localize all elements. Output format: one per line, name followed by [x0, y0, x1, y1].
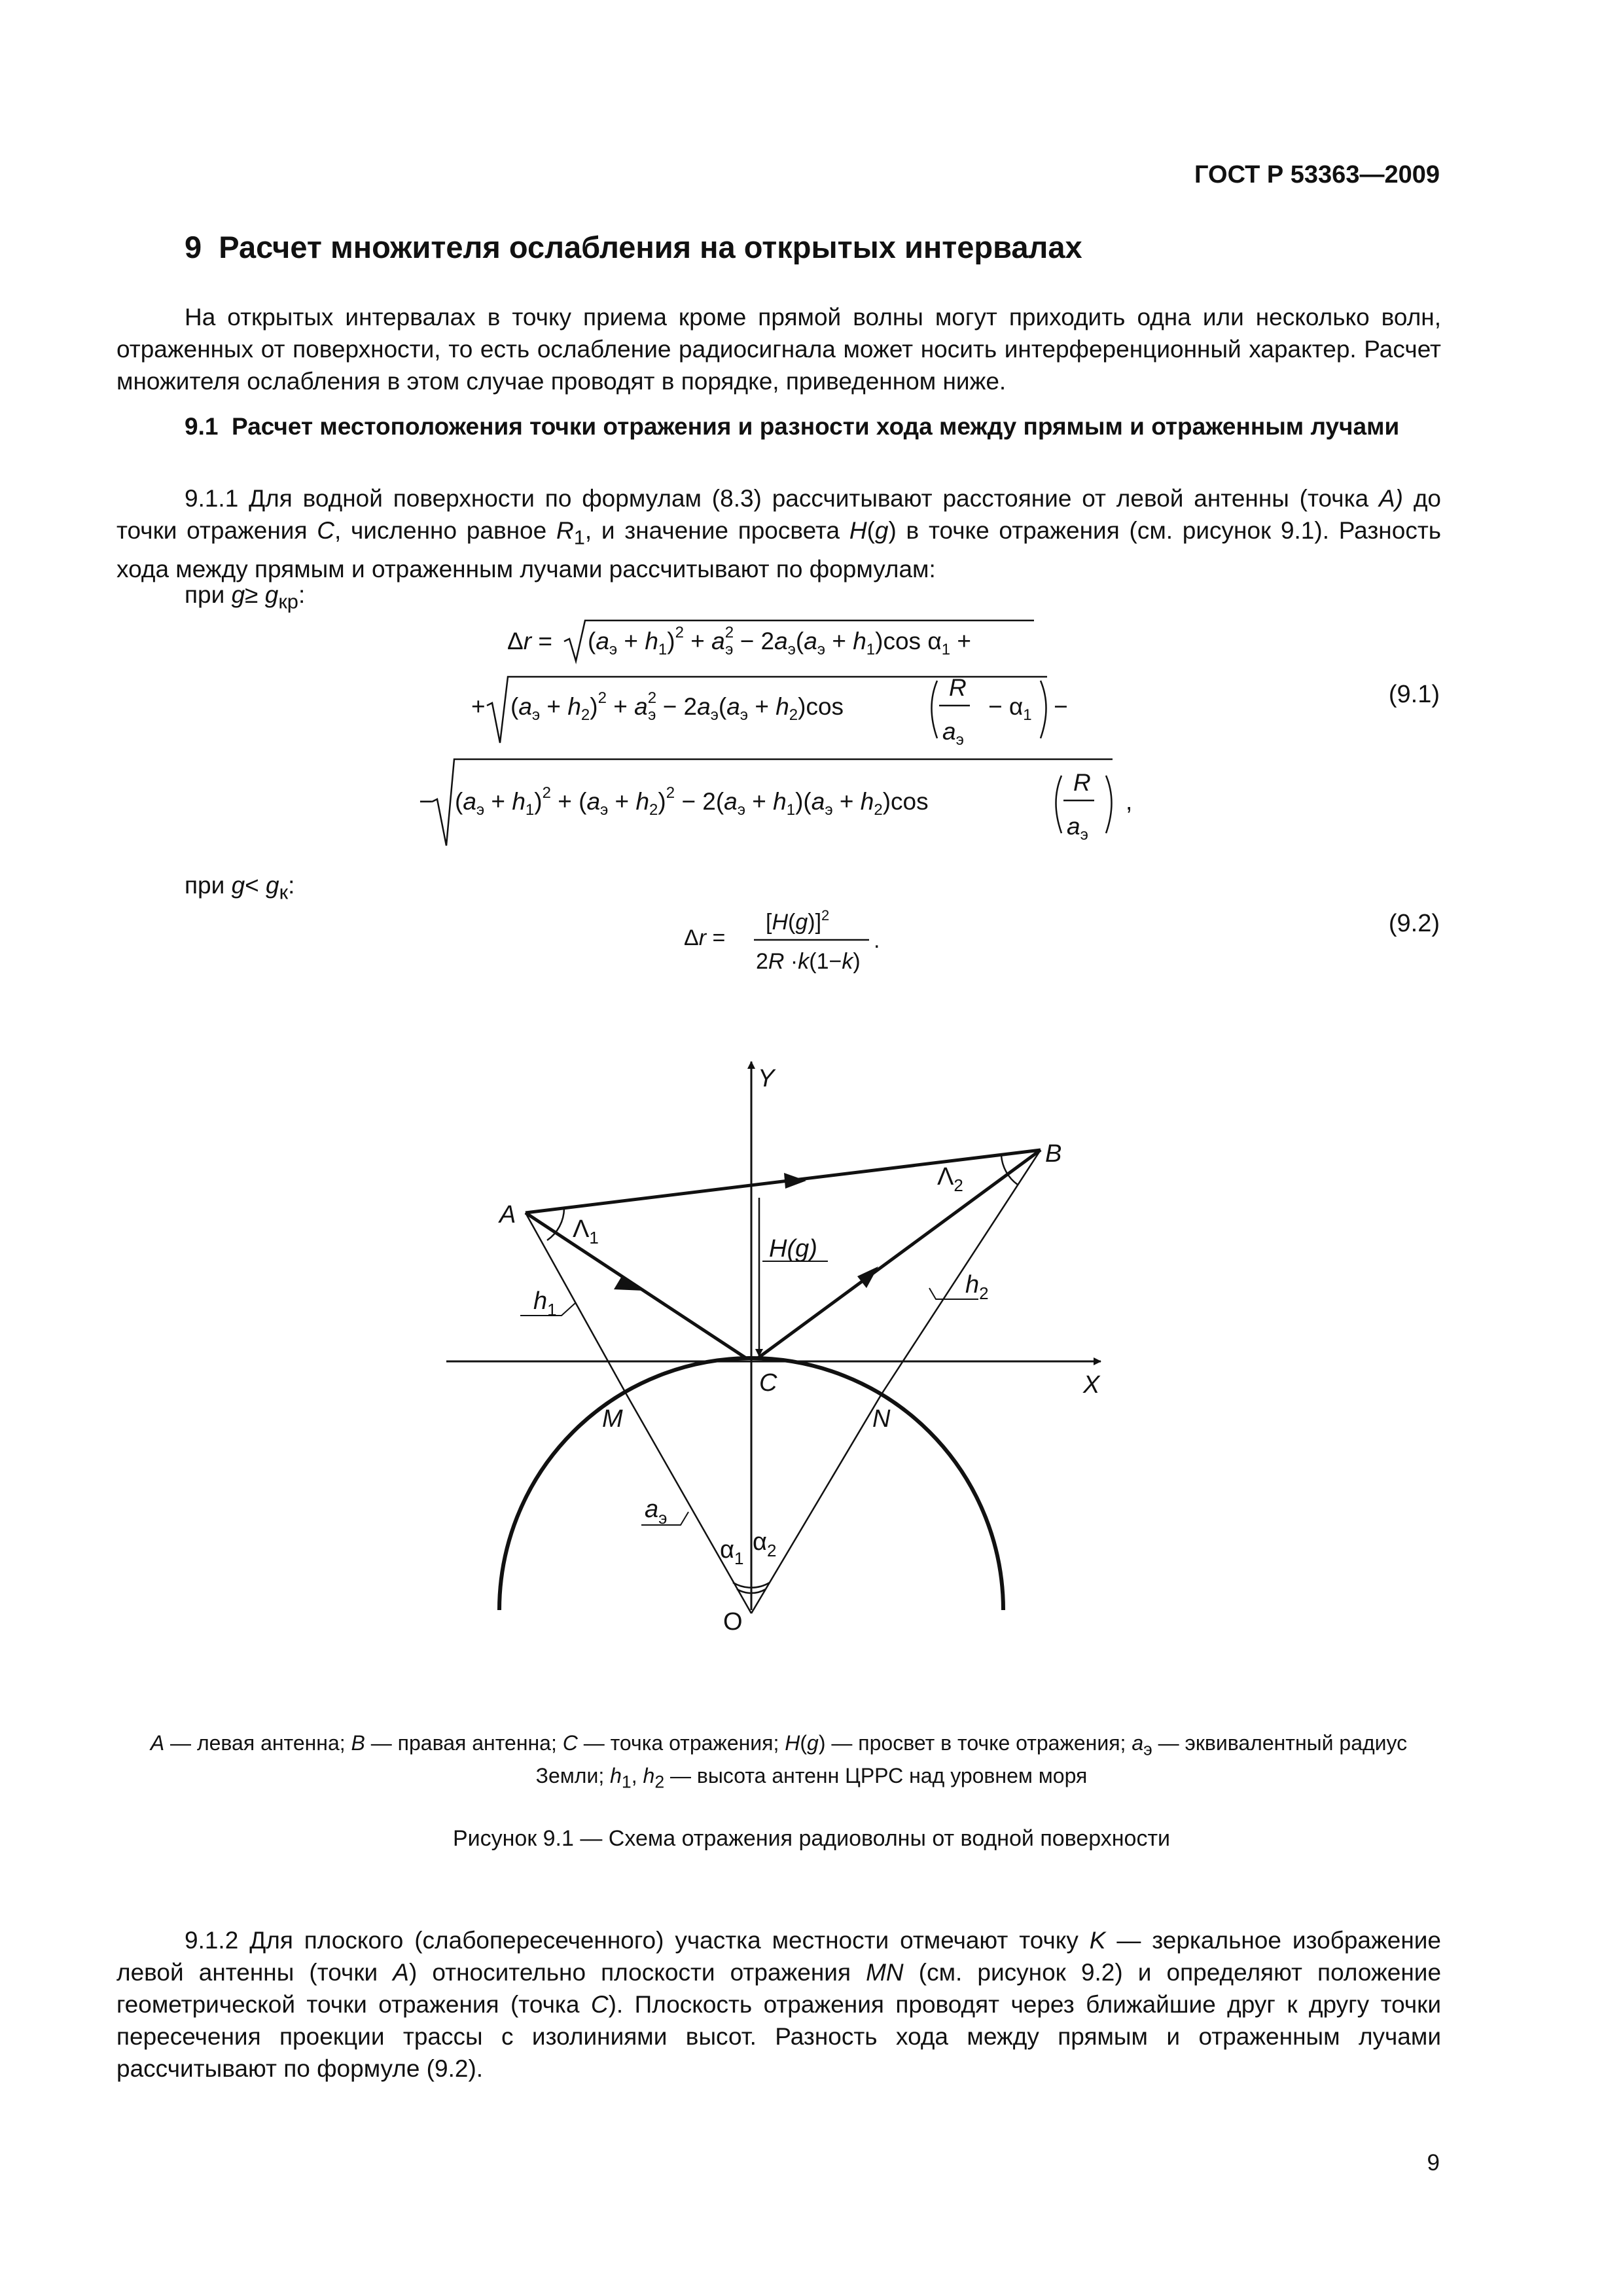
formula-9-1	[393, 609, 1230, 857]
radius-o-n	[751, 1394, 882, 1613]
label-alpha2: $\alpha_2$	[753, 1528, 777, 1560]
label-hg: H(g)	[769, 1235, 817, 1263]
label-x: X	[1083, 1371, 1100, 1399]
label-o: O	[723, 1608, 743, 1636]
svg-text:Δr =: Δr =	[684, 925, 726, 950]
svg-text:−: −	[1054, 693, 1068, 720]
subsection-number: 9.1	[185, 413, 219, 440]
ray-arrow-incident	[614, 1276, 644, 1291]
figure-title: Рисунок 9.1 — Схема отражения радиоволны от водной поверхности	[452, 1826, 1171, 1851]
svg-text:.: .	[874, 928, 880, 953]
svg-text:2R ·k(1−k): 2R ·k(1−k)	[756, 949, 861, 974]
subsection-title: Расчет местоположения точки отражения и разности хода между прямым и отраженным лучами	[232, 413, 1400, 440]
label-lambda2: $\Lambda_2$	[937, 1163, 963, 1195]
svg-text:(aэ + h1)2 + a2э − 2aэ(aэ + h1: $(a_э + h_1)^2 + a^2$ $э - 2a_э(a_э + h_1)\cos$ $\alpha_1$ +	[588, 624, 971, 658]
label-n: N	[872, 1405, 891, 1433]
label-h1: $h_1$	[533, 1287, 557, 1319]
intro-paragraph: На открытых интервалах в точку приема кроме прямой волны могут приходить одна или несколько волн, отраженных от поверхности, то есть ослабление радиосигнала может носить интерференционный характер. Расчет множителя ослабления в этом случае проводят в порядке, приведенном ниже.	[116, 304, 1441, 395]
svg-text:,: ,	[1126, 788, 1133, 815]
label-m: M	[602, 1405, 623, 1433]
label-alpha1: $\alpha_1$	[720, 1536, 744, 1568]
paragraph-9-1-2: 9.1.2 Для плоского (слабопересеченного) участка местности отмечают точку K — зеркальное изображение левой антенны (точки A) относительно плоскости отражения MN (см. рисунок 9.2) и определяют положение геометрической точки отражения (точка C). Плоскость отражения проводят через ближайшие друг к другу точки пересечения проекции трассы с изолиниями высот. Разность хода между прямым и отраженным лучами рассчитывают по формуле (9.2).	[116, 1927, 1442, 2082]
paragraph-9-1-1: 9.1.1 Для водной поверхности по формулам (8.3) рассчитывают расстояние от левой антенны (точка A) до точки отражения C, численно равное $R_1$, и значение просвета H(g) в точке отражения (см. рисунок 9.1). Разность хода между прямым и отраженным лучами рассчитывают по формулам:	[116, 485, 1442, 583]
direct-ray	[526, 1150, 1041, 1213]
section-title: Расчет множителя ослабления на открытых интервалах	[219, 230, 1082, 264]
label-y: Y	[758, 1065, 775, 1092]
label-lambda1: $\Lambda_1$	[573, 1215, 599, 1247]
section-heading	[185, 229, 1082, 265]
figure-legend-line-1: A — левая антенна; B — правая антенна; C — точка отражения; H(g) — просвет в точке отражения; $a_э$ — эквивалентный радиус	[150, 1731, 1408, 1759]
svg-text:(aэ + h2)2 + a2э − 2aэ(aэ + h2: $(a_э + h_2)^2 + a^2$ $э - 2a_э(a_э + h_2)\cos$	[510, 689, 844, 724]
equation-number-9-1: (9.1)	[1388, 681, 1440, 708]
svg-text:(aэ + h1)2 + (aэ + h2)2 − 2(aэ: $(a_э + h_1)^2 + (a_э + h_2)^2 - 2(a_э + h_1)(a_э + h_2)\cos$	[455, 784, 929, 819]
svg-text:aэ: $a_э$	[1067, 813, 1088, 844]
equation-number-9-2: (9.2)	[1388, 910, 1440, 937]
ray-arrow-outgoing	[857, 1266, 878, 1288]
subsection-heading	[116, 410, 1441, 442]
page-number: 9	[1427, 2150, 1440, 2176]
formula-9-2	[674, 897, 949, 982]
label-b: B	[1045, 1140, 1062, 1168]
label-a: A	[499, 1201, 516, 1229]
svg-text:+: +	[471, 693, 486, 720]
condition-g-ge-gkr: при $g\ge g_{кр}$:	[185, 581, 306, 613]
svg-text:−: −	[419, 788, 433, 815]
section-number: 9	[185, 230, 202, 264]
label-c: C	[759, 1369, 777, 1397]
figure-9-1	[0, 1034, 1623, 1689]
label-ae: $a_э$	[645, 1496, 668, 1528]
standard-designation: ГОСТ Р 53363—2009	[1194, 161, 1440, 188]
svg-text:R: R	[949, 674, 967, 701]
svg-text:R: R	[1073, 769, 1091, 796]
svg-text:− α1: − $\alpha_1$	[988, 693, 1032, 724]
ray-arrow-direct	[784, 1173, 806, 1189]
svg-text:aэ: $a_э$	[942, 718, 964, 749]
condition-g-lt-gk: при $g< g_к$:	[185, 872, 295, 904]
svg-text:[H(g)]2: $[H(g)]^2$	[766, 907, 830, 935]
label-h2: $h_2$	[965, 1271, 989, 1303]
figure-legend-line-2: Земли; $h_1$, $h_2$ — высота антенн ЦРРС над уровнем моря	[535, 1764, 1088, 1792]
formula-9-1-lhs: Δr =	[507, 628, 552, 655]
